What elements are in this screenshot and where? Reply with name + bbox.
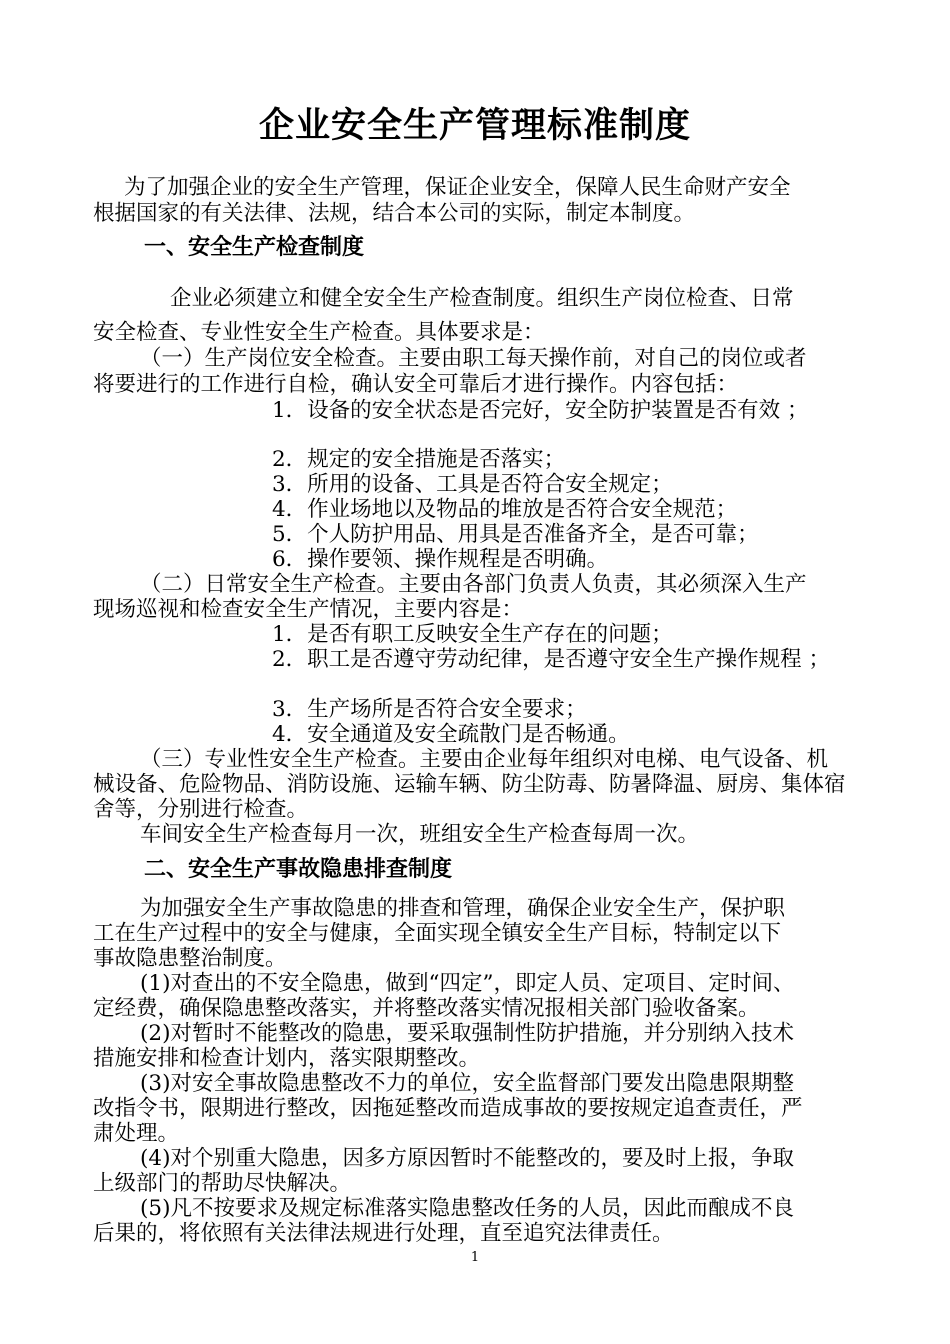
paragraph-line: 定经费，确保隐患整改落实，并将整改落实情况报相关部门验收备案。 [93, 996, 760, 1021]
list-item: 4．作业场地以及物品的堆放是否符合安全规范； [272, 497, 738, 522]
page-number: 1 [470, 1250, 480, 1265]
paragraph-line: 将要进行的工作进行自检，确认安全可靠后才进行操作。内容包括： [93, 372, 739, 397]
list-item: 3．所用的设备、工具是否符合安全规定； [272, 472, 673, 497]
paragraph-line: 后果的，将依照有关法律法规进行处理，直至追究法律责任。 [93, 1221, 674, 1246]
paragraph-line: 肃处理。 [93, 1121, 180, 1146]
paragraph-line: (5)凡不按要求及规定标准落实隐患整改任务的人员，因此而酿成不良 [140, 1196, 794, 1221]
list-item: 6．操作要领、操作规程是否明确。 [272, 547, 609, 572]
paragraph-line: 事故隐患整治制度。 [93, 946, 287, 971]
paragraph-line: （二）日常安全生产检查。主要由各部门负责人负责，其必须深入生产 [140, 572, 807, 597]
paragraph-line: （三）专业性安全生产检查。主要由企业每年组织对电梯、电气设备、机 [140, 747, 829, 772]
paragraph-line: 安全检查、专业性安全生产检查。具体要求是： [93, 320, 545, 345]
paragraph-line: 现场巡视和检查安全生产情况，主要内容是： [93, 597, 524, 622]
list-item: 2．规定的安全措施是否落实； [272, 447, 566, 472]
paragraph-line: 械设备、危险物品、消防设施、运输车辆、防尘防毒、防暑降温、厨房、集体宿 [93, 772, 846, 797]
list-item: 1．设备的安全状态是否完好，安全防护装置是否有效 ； [272, 398, 809, 423]
list-item: 2．职工是否遵守劳动纪律，是否遵守安全生产操作规程 ； [272, 647, 831, 672]
paragraph-line: (1)对查出的不安全隐患，做到“四定”，即定人员、定项目、定时间、 [140, 971, 795, 996]
list-item: 4．安全通道及安全疏散门是否畅通。 [272, 722, 630, 747]
paragraph-line: (3)对安全事故隐患整改不力的单位，安全监督部门要发出隐患限期整 [140, 1071, 794, 1096]
paragraph-line: 工在生产过程中的安全与健康，全面实现全镇安全生产目标，特制定以下 [93, 921, 782, 946]
paragraph-line: (2)对暂时不能整改的隐患，要采取强制性防护措施，并分别纳入技术 [140, 1021, 794, 1046]
list-item: 3．生产场所是否符合安全要求； [272, 697, 587, 722]
section-heading-inspection: 一、安全生产检查制度 [144, 235, 365, 260]
paragraph-line: 措施安排和检查计划内，落实限期整改。 [93, 1046, 481, 1071]
intro-line: 根据国家的有关法律、法规，结合本公司的实际，制定本制度。 [93, 201, 696, 226]
paragraph-line: 舍等，分别进行检查。 [93, 797, 309, 822]
paragraph-line: 为加强安全生产事故隐患的排查和管理，确保企业安全生产，保护职 [140, 896, 786, 921]
paragraph-line: 企业必须建立和健全安全生产检查制度。组织生产岗位检查、日常 [170, 286, 794, 311]
list-item: 5．个人防护用品、用具是否准备齐全，是否可靠； [272, 522, 759, 547]
section-heading-hazard: 二、安全生产事故隐患排查制度 [144, 857, 453, 882]
list-item: 1．是否有职工反映安全生产存在的问题； [272, 622, 673, 647]
paragraph-line: 车间安全生产检查每月一次，班组安全生产检查每周一次。 [140, 822, 700, 847]
intro-line: 为了加强企业的安全生产管理，保证企业安全，保障人民生命财产安全 [124, 175, 791, 200]
paragraph-line: （一）生产岗位安全检查。主要由职工每天操作前，对自己的岗位或者 [140, 346, 807, 371]
paragraph-line: (4)对个别重大隐患，因多方原因暂时不能整改的，要及时上报，争取 [140, 1146, 794, 1171]
paragraph-line: 上级部门的帮助尽快解决。 [93, 1171, 352, 1196]
paragraph-line: 改指令书，限期进行整改，因拖延整改而造成事故的要按规定追查责任，严 [93, 1096, 803, 1121]
document-title: 企业安全生产管理标准制度 [258, 106, 691, 146]
